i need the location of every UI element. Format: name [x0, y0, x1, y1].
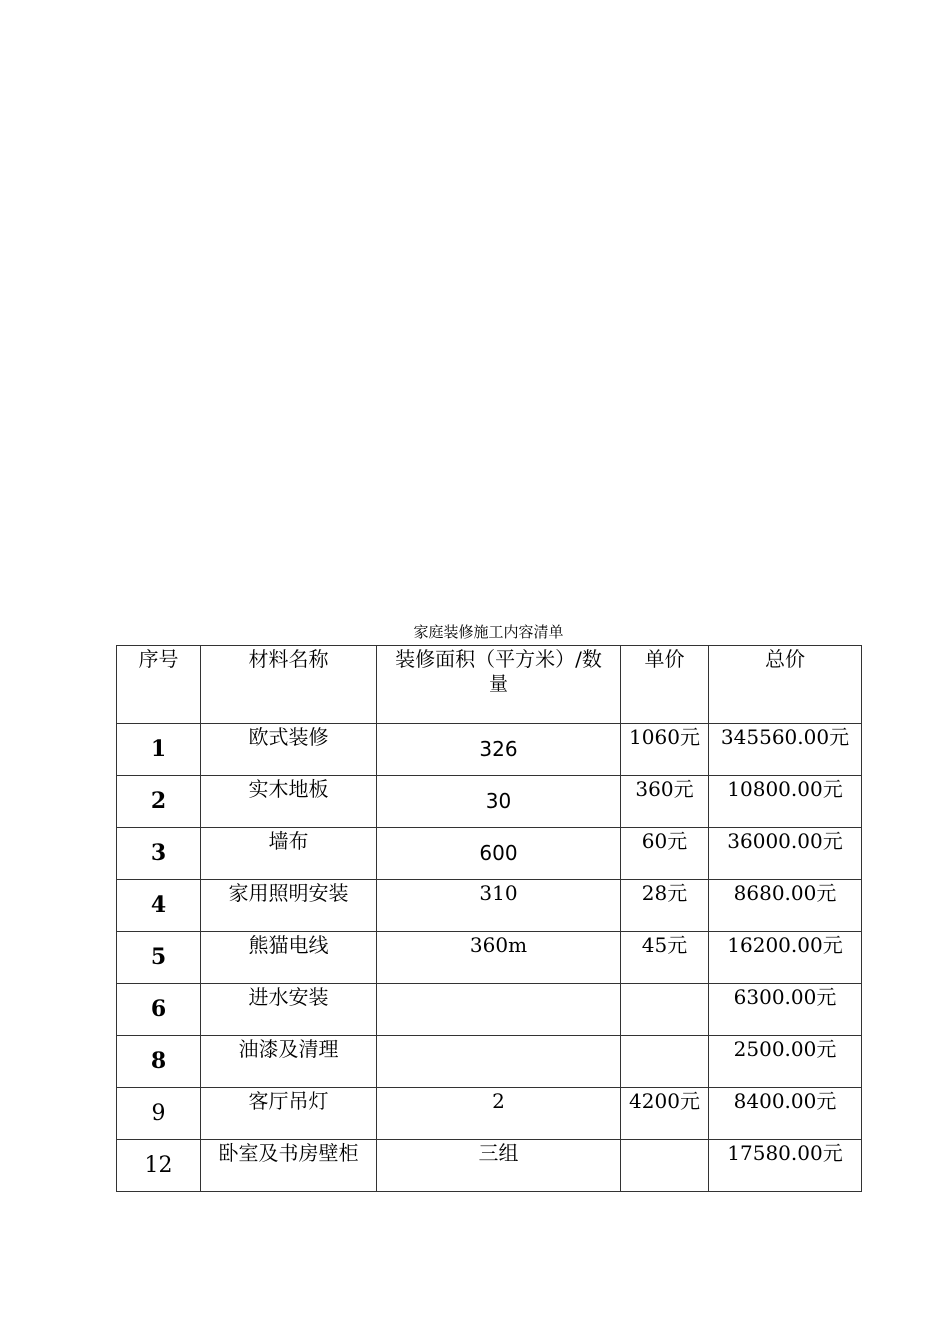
row-material: 油漆及清理 — [201, 1036, 377, 1088]
row-unit-price — [621, 1140, 709, 1192]
row-material: 进水安装 — [201, 984, 377, 1036]
table-row — [117, 776, 862, 828]
header-area-line1: 装修面积（平方米）/数 — [395, 647, 602, 671]
header-area-line2: 量 — [488, 673, 508, 695]
row-no: 4 — [117, 880, 201, 932]
row-unit-price — [621, 984, 709, 1036]
table-row — [117, 932, 862, 984]
row-no: 8 — [117, 1036, 201, 1088]
row-qty: 三组 — [377, 1140, 621, 1192]
row-no: 6 — [117, 984, 201, 1036]
header-material: 材料名称 — [201, 646, 377, 724]
table-row — [117, 828, 862, 880]
document-title: 家庭装修施工内容清单 — [413, 623, 564, 641]
row-total: 8680.00元 — [709, 880, 862, 932]
row-no: 3 — [117, 828, 201, 880]
row-unit-price: 60元 — [621, 828, 709, 880]
row-no: 2 — [117, 776, 201, 828]
header-no: 序号 — [117, 646, 201, 724]
table-row — [117, 1088, 862, 1140]
table-row — [117, 984, 862, 1036]
row-material: 家用照明安装 — [201, 880, 377, 932]
row-total: 6300.00元 — [709, 984, 862, 1036]
row-material: 熊猫电线 — [201, 932, 377, 984]
row-material: 欧式装修 — [201, 724, 377, 776]
row-total: 17580.00元 — [709, 1140, 862, 1192]
row-qty: 360m — [377, 932, 621, 984]
table-row — [117, 724, 862, 776]
row-qty: 310 — [377, 880, 621, 932]
row-no: 5 — [117, 932, 201, 984]
row-material: 客厅吊灯 — [201, 1088, 377, 1140]
row-unit-price: 4200元 — [621, 1088, 709, 1140]
row-qty: 326 — [377, 724, 621, 776]
header-total: 总价 — [709, 646, 862, 724]
header-unit-price: 单价 — [621, 646, 709, 724]
table-header-row — [117, 646, 862, 724]
row-total: 8400.00元 — [709, 1088, 862, 1140]
row-no: 9 — [117, 1088, 201, 1140]
row-unit-price — [621, 1036, 709, 1088]
row-qty: 30 — [377, 776, 621, 828]
row-total: 36000.00元 — [709, 828, 862, 880]
header-area — [377, 646, 621, 724]
row-qty — [377, 984, 621, 1036]
row-qty: 600 — [377, 828, 621, 880]
table-row — [117, 1140, 862, 1192]
row-total: 16200.00元 — [709, 932, 862, 984]
row-total: 345560.00元 — [709, 724, 862, 776]
row-material: 墙布 — [201, 828, 377, 880]
row-unit-price: 28元 — [621, 880, 709, 932]
row-material: 卧室及书房壁柜 — [201, 1140, 377, 1192]
construction-items-table — [116, 645, 862, 1192]
row-unit-price: 45元 — [621, 932, 709, 984]
row-unit-price: 360元 — [621, 776, 709, 828]
row-qty: 2 — [377, 1088, 621, 1140]
table-row — [117, 880, 862, 932]
row-material: 实木地板 — [201, 776, 377, 828]
row-no: 1 — [117, 724, 201, 776]
row-total: 2500.00元 — [709, 1036, 862, 1088]
row-unit-price: 1060元 — [621, 724, 709, 776]
row-qty — [377, 1036, 621, 1088]
row-total: 10800.00元 — [709, 776, 862, 828]
row-no: 12 — [117, 1140, 201, 1192]
table-row — [117, 1036, 862, 1088]
